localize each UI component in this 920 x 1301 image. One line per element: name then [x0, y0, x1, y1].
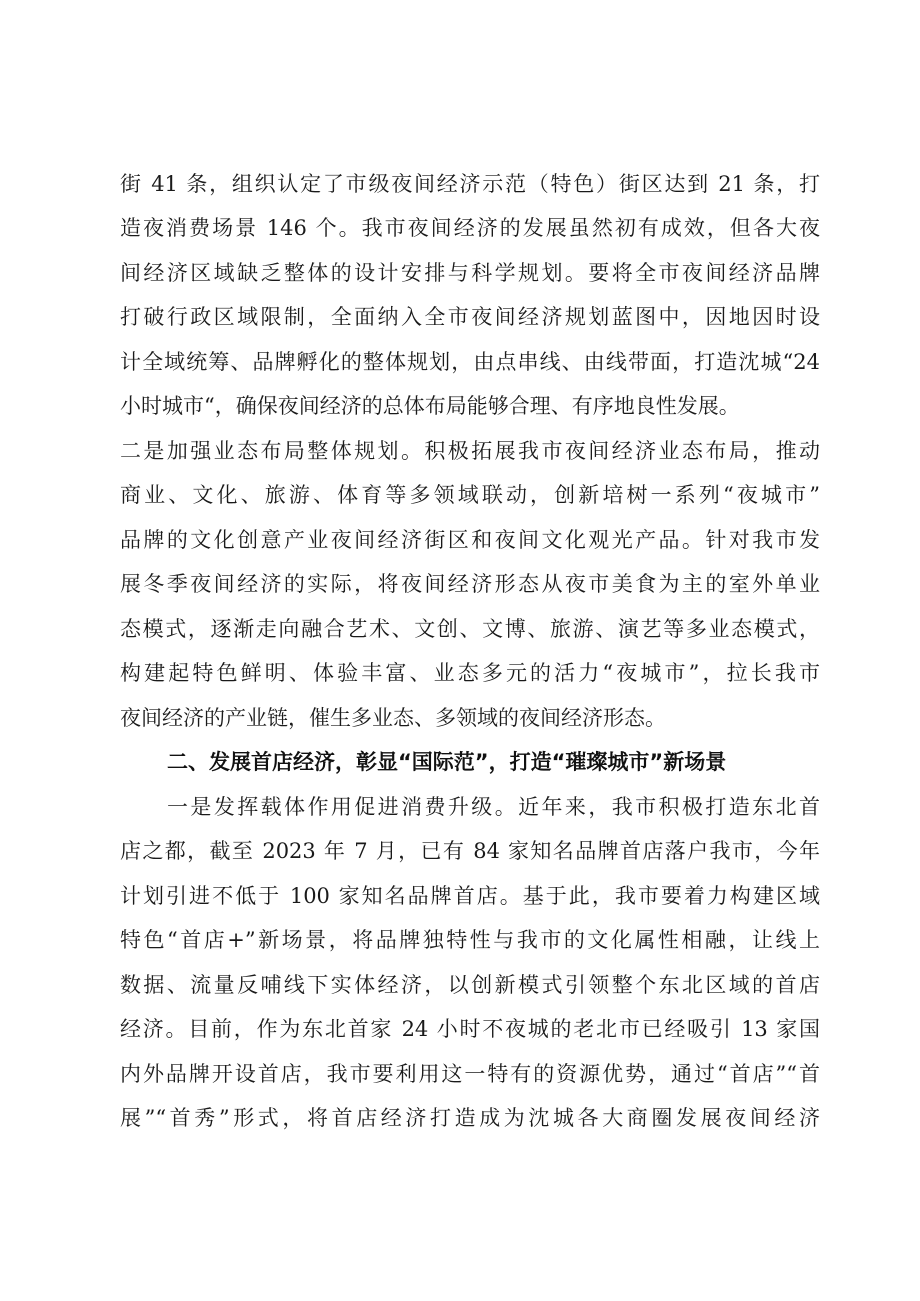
paragraph-line: 计划引进不低于 100 家知名品牌首店。基于此，我市要着力构建区域 — [120, 884, 820, 908]
paragraph-line: 态模式，逐渐走向融合艺术、文创、文博、旅游、演艺等多业态模式， — [120, 617, 820, 641]
paragraph-line: 展冬季夜间经济的实际，将夜间经济形态从夜市美食为主的室外单业 — [120, 572, 820, 596]
paragraph-line: 经济。目前，作为东北首家 24 小时不夜城的老北市已经吸引 13 家国 — [120, 1017, 820, 1041]
paragraph-line: 商业、文化、旅游、体育等多领域联动，创新培树一系列“夜城市” — [120, 483, 820, 507]
paragraph-line: 构建起特色鲜明、体验丰富、业态多元的活力“夜城市”，拉长我市 — [120, 661, 820, 685]
paragraph-line: 品牌的文化创意产业夜间经济街区和夜间文化观光产品。针对我市发 — [120, 528, 820, 552]
paragraph-line: 小时城市“，确保夜间经济的总体布局能够合理、有序地良性发展。 — [120, 394, 740, 418]
paragraph-line: 展”“首秀”形式，将首店经济打造成为沈城各大商圈发展夜间经济 — [120, 1106, 820, 1130]
paragraph-line: 夜间经济的产业链，催生多业态、多领域的夜间经济形态。 — [120, 706, 666, 730]
paragraph-line: 内外品牌开设首店，我市要利用这一特有的资源优势，通过“首店”“首 — [120, 1062, 820, 1086]
paragraph-line: 特色“首店+”新场景，将品牌独特性与我市的文化属性相融，让线上 — [120, 928, 820, 952]
paragraph-line: 间经济区域缺乏整体的设计安排与科学规划。要将全市夜间经济品牌 — [120, 261, 820, 285]
section-heading: 二、发展首店经济，彰显“国际范”，打造“璀璨城市”新场景 — [167, 750, 727, 774]
paragraph-line: 店之都，截至 2023 年 7 月，已有 84 家知名品牌首店落户我市，今年 — [120, 839, 820, 863]
paragraph-line: 数据、流量反哺线下实体经济，以创新模式引领整个东北区域的首店 — [120, 973, 820, 997]
paragraph-line: 一是发挥载体作用促进消费升级。近年来，我市积极打造东北首 — [167, 795, 820, 819]
paragraph-line: 打破行政区域限制，全面纳入全市夜间经济规划蓝图中，因地因时设 — [120, 305, 820, 329]
paragraph-line: 街 41 条，组织认定了市级夜间经济示范（特色）街区达到 21 条，打 — [120, 172, 820, 196]
paragraph-line: 造夜消费场景 146 个。我市夜间经济的发展虽然初有成效，但各大夜 — [120, 216, 820, 240]
paragraph-line: 二是加强业态布局整体规划。积极拓展我市夜间经济业态布局，推动 — [120, 439, 820, 463]
paragraph-line: 计全域统筹、品牌孵化的整体规划，由点串线、由线带面，打造沈城“24 — [120, 350, 820, 374]
